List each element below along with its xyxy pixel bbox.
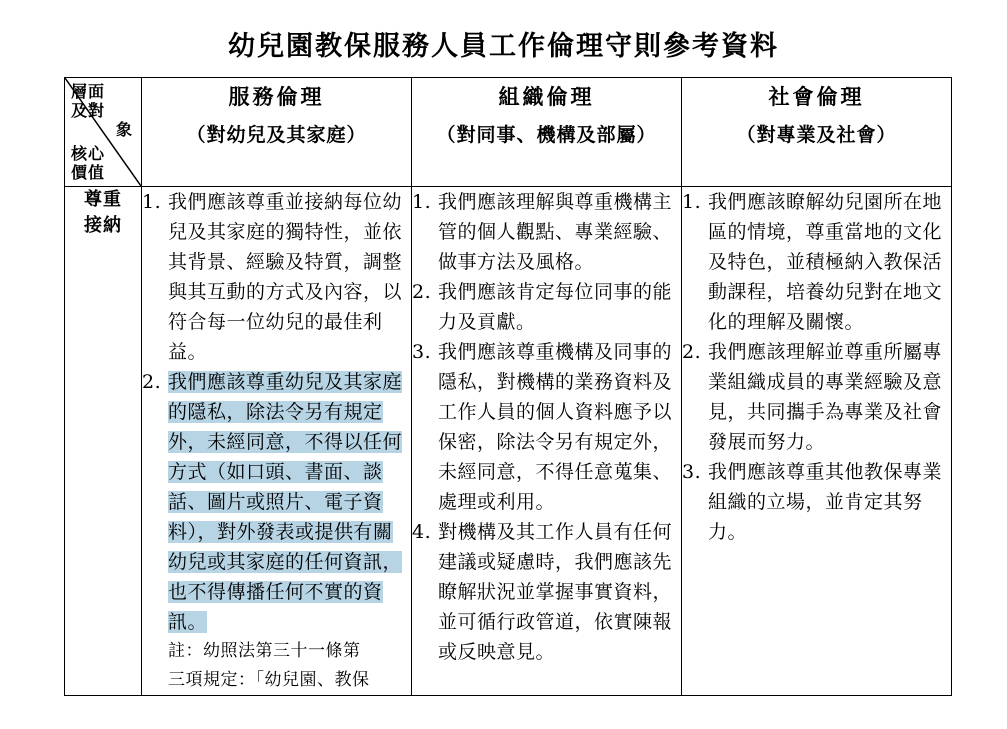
list-item: 4. 對機構及其工作人員有任何建議或疑慮時，我們應該先瞭解狀況並掌握事實資料，並可循行政管道，依實陳報或反映意見。 xyxy=(412,521,673,663)
service-ethics-list xyxy=(142,187,411,637)
column-subtitle-service: （對幼兒及其家庭） xyxy=(186,124,367,146)
list-item-text: 我們應該尊重機構及同事的隱私，對機構的業務資料及工作人員的個人資料應予以保密，除法令另有規定外，未經同意，不得任意蒐集、處理或利用。 xyxy=(438,341,673,513)
cell-service-ethics xyxy=(142,187,412,696)
header-corner-cell xyxy=(65,78,142,187)
table-header-row xyxy=(65,78,952,187)
list-item: 1. 我們應該瞭解幼兒園所在地區的情境，尊重當地的文化及特色，並積極納入教保活動課程，培養幼兒對在地文化的理解及關懷。 xyxy=(682,191,943,333)
list-item: 3. 我們應該尊重其他教保專業組織的立場，並肯定其努力。 xyxy=(682,461,943,543)
list-item: 2. 我們應該理解並尊重所屬專業組織成員的專業經驗及意見，共同攜手為專業及社會發展而努力。 xyxy=(682,341,943,453)
list-item-text: 我們應該瞭解幼兒園所在地區的情境，尊重當地的文化及特色，並積極納入教保活動課程，培養幼兒對在地文化的理解及關懷。 xyxy=(708,191,943,333)
list-item: 1. 我們應該理解與尊重機構主管的個人觀點、專業經驗、做事方法及風格。 xyxy=(412,191,673,273)
list-item-text: 我們應該理解並尊重所屬專業組織成員的專業經驗及意見，共同攜手為專業及社會發展而努力。 xyxy=(708,341,943,453)
society-ethics-list xyxy=(682,187,951,547)
column-subtitle-society: （對專業及社會） xyxy=(736,124,897,146)
column-title-service: 服務倫理 xyxy=(228,84,325,109)
list-item-text: 我們應該尊重並接納每位幼兒及其家庭的獨特性，並依其背景、經驗及特質，調整與其互動的方式及內容，以符合每一位幼兒的最佳利益。 xyxy=(168,191,403,363)
header-corner-top-label: 層面 及對 象 xyxy=(71,82,133,139)
table-row xyxy=(65,187,952,696)
cell-society-ethics xyxy=(682,187,952,696)
column-title-society: 社會倫理 xyxy=(768,84,865,109)
column-header-service xyxy=(142,78,412,187)
ethics-table xyxy=(64,77,952,696)
list-item: 2. 我們應該肯定每位同事的能力及貢獻。 xyxy=(412,281,673,333)
list-item-text: 我們應該理解與尊重機構主管的個人觀點、專業經驗、做事方法及風格。 xyxy=(438,191,673,273)
cell-organization-ethics xyxy=(412,187,682,696)
list-item-text-highlighted: 我們應該尊重幼兒及其家庭的隱私，除法令另有規定外，未經同意，不得以任何方式（如口頭、書面、談話、圖片或照片、電子資料），對外發表或提供有關幼兒或其家庭的任何資訊，也不得傳播任何不實的資訊。 xyxy=(168,371,403,633)
list-item: 3. 我們應該尊重機構及同事的隱私，對機構的業務資料及工作人員的個人資料應予以保密，除法令另有規定外，未經同意，不得任意蒐集、處理或利用。 xyxy=(412,341,673,513)
list-item-text: 對機構及其工作人員有任何建議或疑慮時，我們應該先瞭解狀況並掌握事實資料，並可循行政管道，依實陳報或反映意見。 xyxy=(438,521,673,663)
column-title-organization: 組織倫理 xyxy=(498,84,595,109)
column-subtitle-organization: （對同事、機構及部屬） xyxy=(436,124,657,146)
organization-ethics-list xyxy=(412,187,681,667)
list-item-text: 我們應該尊重其他教保專業組織的立場，並肯定其努力。 xyxy=(708,461,943,543)
row-label-respect-acceptance: 尊重 接納 xyxy=(65,187,142,696)
list-item-text: 我們應該肯定每位同事的能力及貢獻。 xyxy=(438,281,673,333)
service-ethics-note: 註：幼照法第三十一條第 三項規定：「幼兒園、教保 xyxy=(168,641,370,690)
list-item: 1. 我們應該尊重並接納每位幼兒及其家庭的獨特性，並依其背景、經驗及特質，調整與其互動的方式及內容，以符合每一位幼兒的最佳利益。 xyxy=(142,191,403,363)
column-header-society xyxy=(682,78,952,187)
page-title: 幼兒園教保服務人員工作倫理守則參考資料 xyxy=(228,31,779,62)
header-corner-bottom-label: 核心 價值 xyxy=(71,144,106,182)
column-header-organization xyxy=(412,78,682,187)
list-item: 2. 我們應該尊重幼兒及其家庭的隱私，除法令另有規定外，未經同意，不得以任何方式（如口頭、書面、談話、圖片或照片、電子資料），對外發表或提供有關幼兒或其家庭的任何資訊，也不得傳播任何不實的資訊。 xyxy=(142,371,403,633)
